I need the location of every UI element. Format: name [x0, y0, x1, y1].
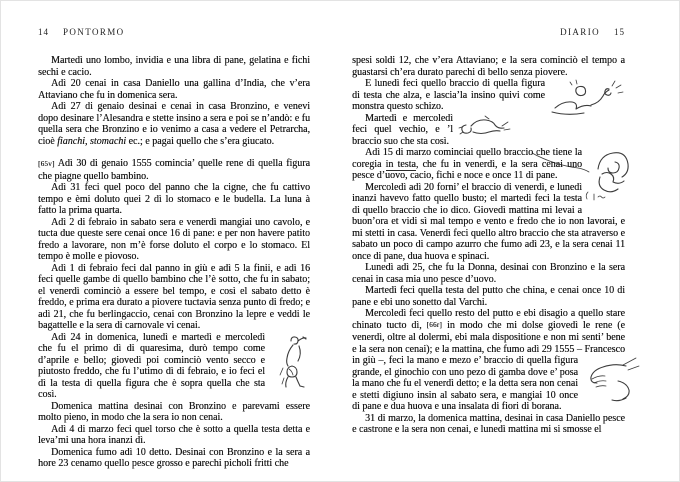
arm-sketch	[458, 113, 548, 139]
paragraph	[38, 55, 310, 78]
hand-on-knee-sketch	[583, 356, 633, 406]
right-page-text	[352, 55, 625, 436]
paragraph-text: Adì 15 di marzo cominciai quello braccio che tiene la coregia	[352, 147, 582, 170]
paragraph-text: Adì 27 di genaio desinai e cenai in casa Bronzino, e venevi dopo desinare l’Alesandra e stette insino a sera e poi se n’andò: e fu quella sera che Bronzino e io venimo a casa a vedere el Petrarcha, cioè	[38, 101, 310, 147]
paragraph-text: in modo che mi dolse giovedì le rene (e venerdì, oltre al dolermi, ebi mala dispositione e non mi senti’ bene e la sera non cenai); e la mattina, che fumo adì 29 1555 – Francesco in giù –, feci la mano e mezo e’ braccio di quella	[352, 319, 625, 366]
italic-phrase: fianchi, stomachi	[57, 135, 127, 147]
paragraph	[352, 78, 625, 113]
left-running-title: PONTORMO	[63, 27, 125, 37]
paragraph	[38, 217, 310, 263]
paragraph-text: Martedì feci quella testa del putto che china, e cenai once 10 di pane e ebi uno sonetto dal Varchi.	[352, 285, 625, 308]
paragraph-text: Adì 1 di febraio feci dal panno in giù e adì 5 la finii, e adì 16 feci quelle gambe di quello bambino che l’è sotto, che fu in sabato; el venerdì cominciò a essere bel tempo, e così el sabato detto è freddo, e prima era durato a piovere tuctavia senza punto di fredo; e adì 21, che fu berlingaccio, cenai con Bronzino la lepre e veddi le bagattelle e la sera di carnovale vi cenai.	[38, 262, 310, 331]
paragraph-text: Domenica mattina desinai con Bronzino e parevami essere molto pieno, in modo che la sera io non cenai.	[38, 400, 310, 423]
paragraph-text: spesi soldi 12, che v’era Attaviano; e la sera cominciò el tempo a guastarsi ch’era durato parechi dì bello senza piovere.	[352, 55, 625, 78]
paragraph	[38, 332, 310, 401]
paragraph-text: E lunedì feci quello braccio di quella figura di testa che alza, e lascia’la insino quivi come monstra questo schizo.	[352, 78, 545, 112]
right-page-number: 15	[614, 27, 625, 37]
paragraph	[38, 158, 310, 182]
paragraph	[38, 182, 310, 217]
underlined-phrase: in testa	[385, 158, 416, 170]
crouching-figure-sketch	[587, 147, 633, 205]
left-page-number: 14	[38, 27, 49, 37]
reclining-figure-sketch	[550, 78, 628, 118]
paragraph-text: ec.; e pagai quello che s’era giucato.	[126, 135, 275, 147]
paragraph	[38, 101, 310, 147]
right-running-title: DIARIO	[560, 27, 600, 37]
standing-figure-sketch	[270, 334, 312, 390]
paragraph-text: Adì 31 feci quel poco del panno che la cigne, che fu cattivo tempo e èmi doluto quei 2 dì lo stomaco e le budella. La luna à fatto la prima quarta.	[38, 182, 310, 216]
left-page	[38, 27, 310, 470]
paragraph	[38, 78, 310, 101]
folio-marker: [66r]	[426, 321, 443, 329]
paragraph	[352, 147, 625, 182]
paragraph-text: Adì 4 di marzo feci quel torso che è sotto a quella testa detta e leva’mi una hora inanzi dì.	[38, 423, 310, 446]
paragraph	[352, 262, 625, 285]
paragraph-text: figura grande, el ginochio con uno pezo di gamba dove e’ posa la mano che fu el venerdì detto; e la detta sera non cenai e stetti digiuno insin al sabato sera, e mangiai 10 once di pane e dua huova e una insalata di fiori di borana.	[352, 355, 578, 412]
paragraph-text: Mercoledì feci quello resto del putto e ebi disagio a quello stare chinato tucto dì,	[352, 308, 625, 331]
paragraph-text: Adì 24 in domenica, lunedì e martedì e mercoledì che fu el primo dì di quaresima, durò tempo come d’aprile e bello; giovedì poi cominciò vento secco e piutosto freddo, che fu l’utimo dì di febraio, e io feci el dì la testa di quella figura che è sopra quella che sta così.	[38, 331, 265, 400]
left-page-text	[38, 55, 310, 470]
paragraph-text: , che fu in venerdì, e la sera cenai uno pesce d’uovo, cacio, fichi e noce e once 11 di pane.	[352, 158, 582, 181]
paragraph	[352, 285, 625, 308]
left-running-head	[38, 27, 310, 39]
paragraph-text: Adì 30 di genaio 1555 comincia’ quelle rene di quella figura che piagne quello bambino.	[38, 158, 310, 182]
paragraph-text: Domenica fumo adì 10 detto. Desinai con Bronzino e la sera a hore 23 cenamo quello pesce grosso e parechi picholi fritti che	[38, 446, 310, 469]
paragraph	[38, 424, 310, 447]
paragraph-text: Adì 2 di febraio in sabato sera e venerdì mangiai uno cavolo, e tucta due queste sere cenai once 16 di pane: e per non havere patito fredo a lavorare, non m’è forse doluto el corpo e lo stomaco. El tempo è molle e piovoso.	[38, 216, 310, 262]
paragraph-text: Lunedì adì 25, che fu la Donna, desinai con Bronzino e la sera cenai in casa mia uno pesce d’uovo.	[352, 262, 625, 285]
paragraph-text: Martedì e mercoledì feci quel vechio, e ’l braccio suo che sta così.	[352, 112, 453, 147]
paragraph	[352, 182, 625, 263]
paragraph-text: Adì 20 cenai in casa Daniello una gallina d’India, che v’era Attaviano che fu in domenica sera.	[38, 78, 310, 101]
paragraph	[352, 308, 625, 413]
paragraph	[352, 55, 625, 78]
paragraph-text: Martedì uno lombo, invidia e una libra di pane, gelatina e fichi sechi e cacio.	[38, 55, 310, 78]
folio-marker: [65v]	[38, 159, 55, 168]
paragraph	[352, 413, 625, 436]
right-page	[352, 27, 625, 436]
paragraph-text: Mercoledì adì 20 forni’ el braccio di venerdì, e lunedì inanzi havevo fatto quello busto; el martedì feci la testa di quello braccio che io dico. Giovedì mattina mi levai a buon’ora et vidi sì mal tempo e vento e fredo che io non lavorai, e mi stetti in casa. Venerdì feci quello altro braccio che sta atraverso e sabato un poco di campo azurro che fumo adì 23, e la sera cenai 11 once di pane, dua huova e spinaci.	[352, 181, 625, 262]
paragraph	[38, 447, 310, 470]
paragraph	[38, 401, 310, 424]
right-running-head	[352, 27, 625, 39]
paragraph	[38, 263, 310, 332]
paragraph-text: 31 di marzo, la domenica mattina, desinai in casa Daniello pesce e castrone e la sera non cenai, e lunedì mattina mi si smosse el	[352, 412, 625, 435]
